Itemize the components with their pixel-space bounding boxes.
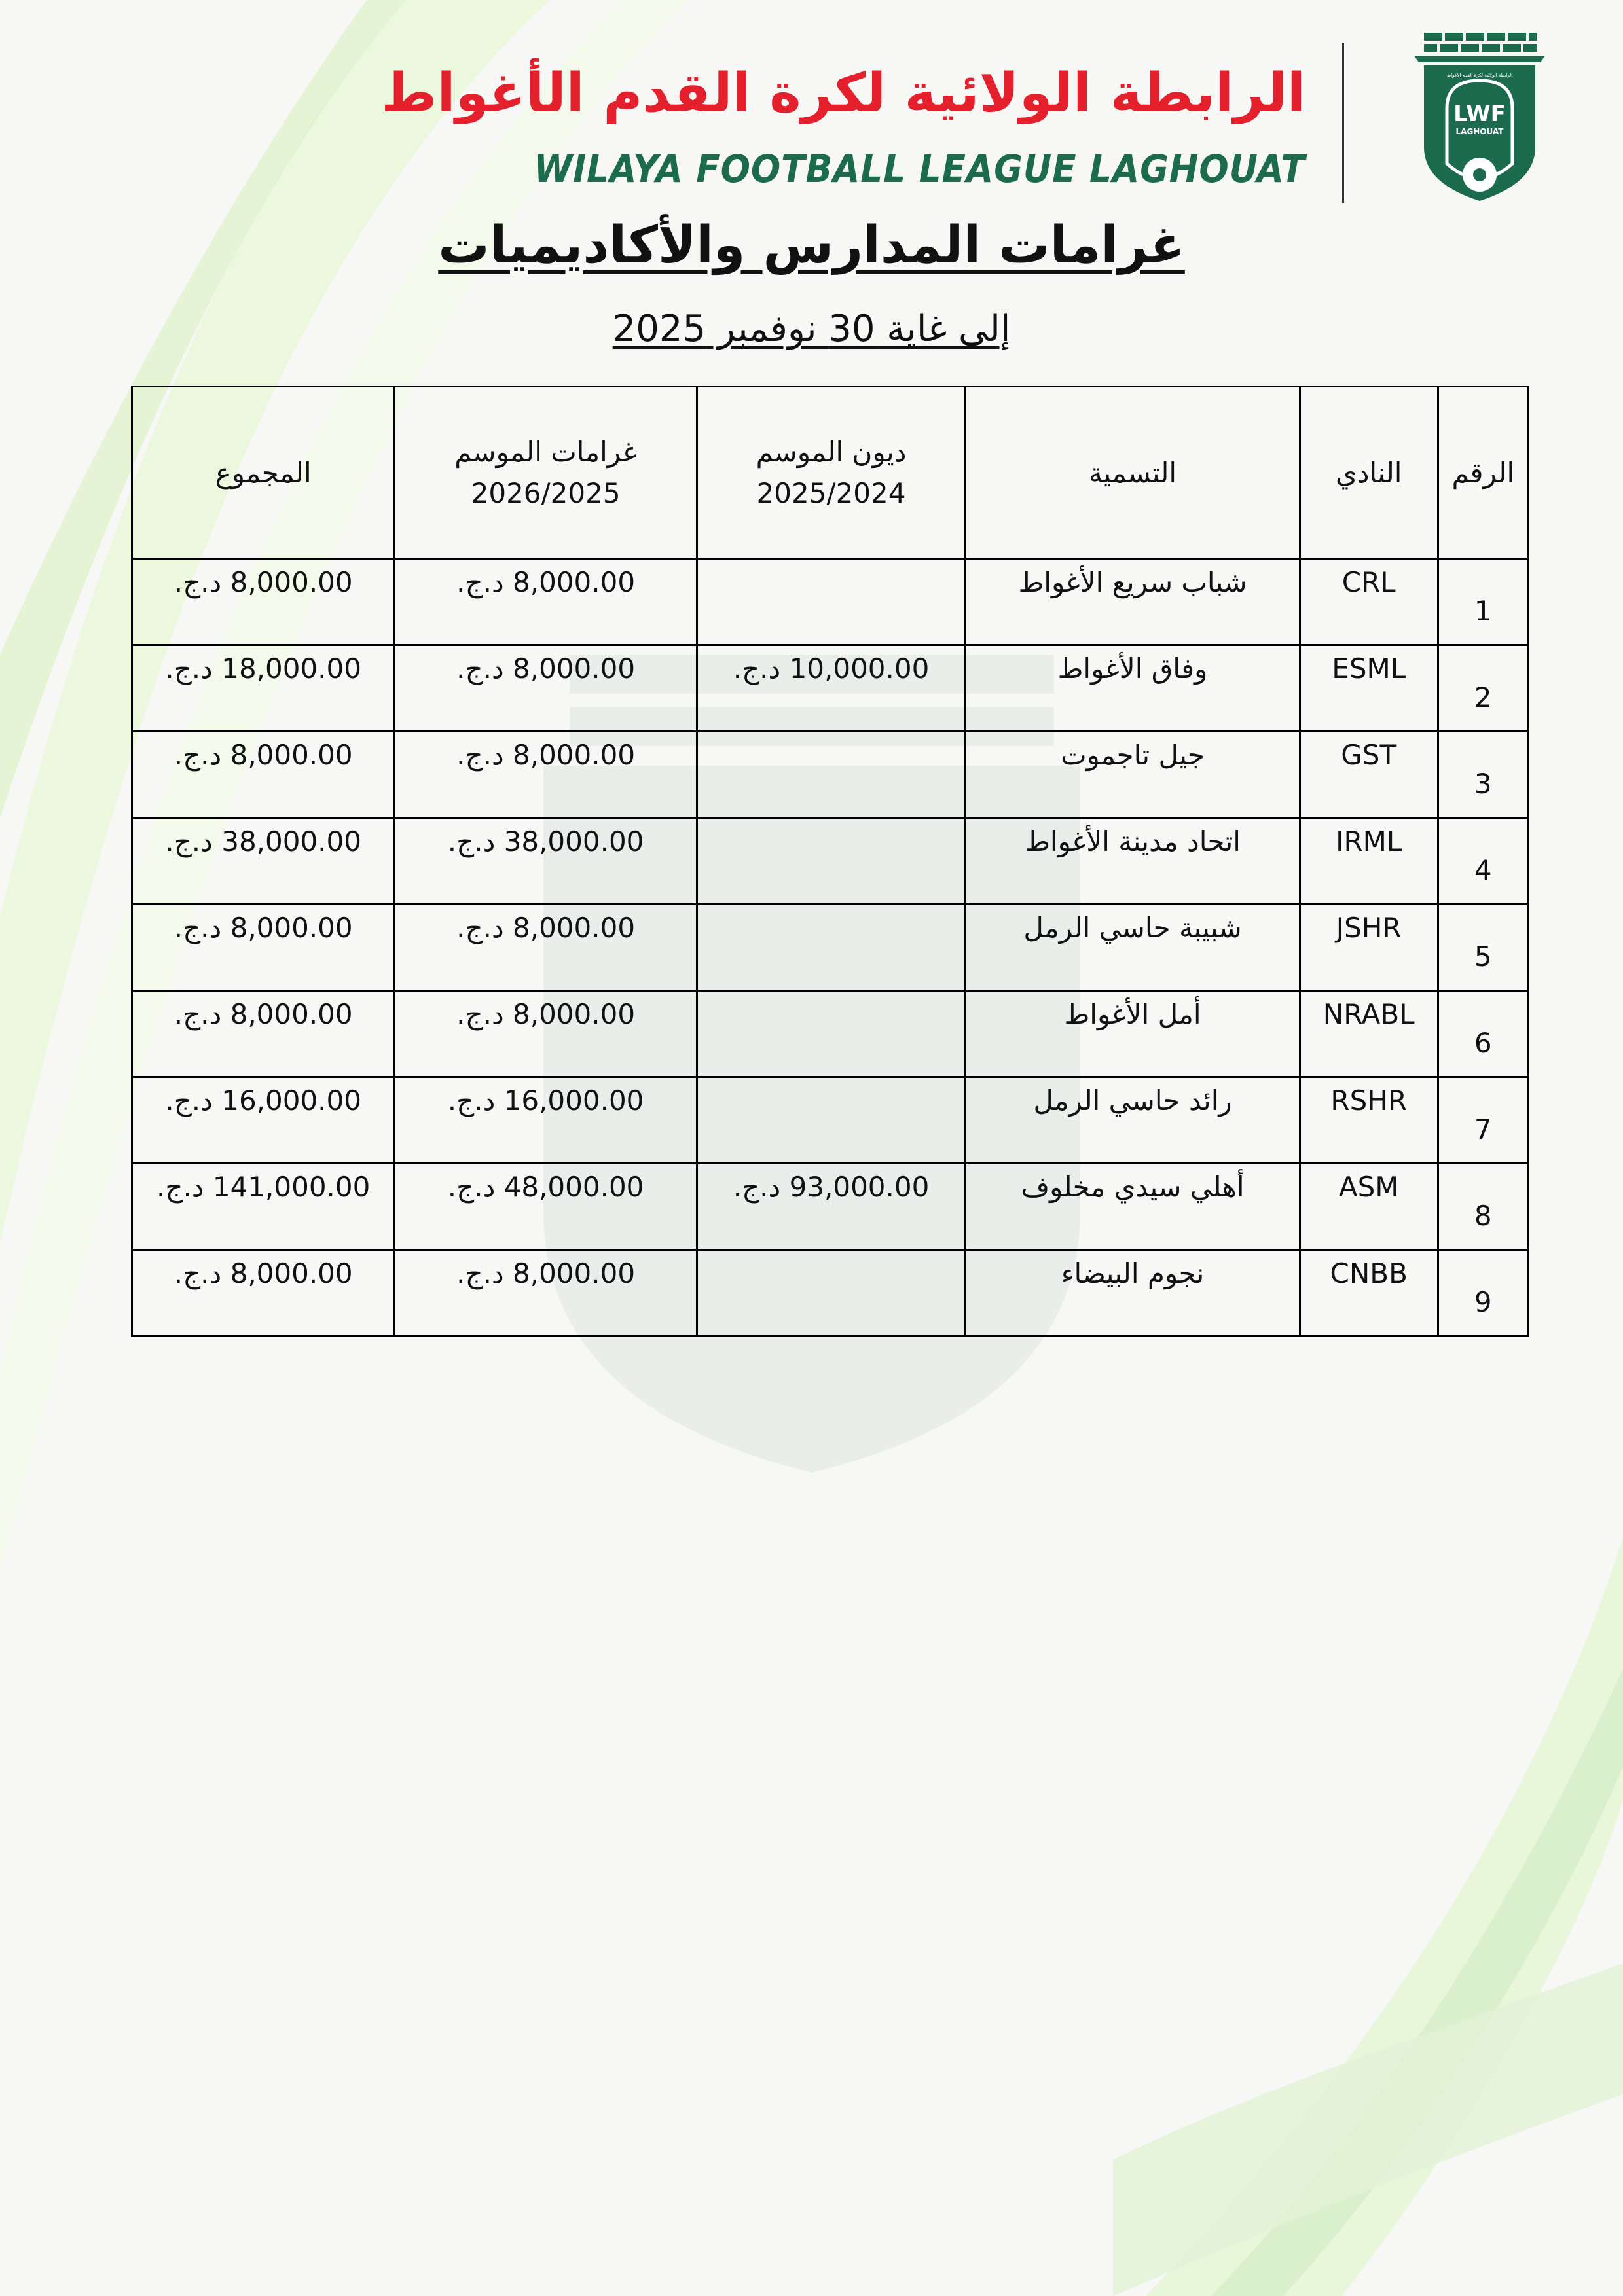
fine-amount: 38,000.00 د.ج. xyxy=(395,818,697,905)
header-divider xyxy=(1342,43,1344,203)
fine-amount: 8,000.00 د.ج. xyxy=(395,645,697,732)
page-title xyxy=(0,216,1623,275)
row-number: 1 xyxy=(1438,559,1528,645)
total-amount: 38,000.00 د.ج. xyxy=(132,818,395,905)
column-header-debt xyxy=(697,387,965,559)
club-code: JSHR xyxy=(1300,905,1438,991)
debt-amount xyxy=(697,991,965,1077)
club-code: RSHR xyxy=(1300,1077,1438,1164)
debt-amount xyxy=(697,559,965,645)
club-name: شبيبة حاسي الرمل xyxy=(966,905,1300,991)
table-row xyxy=(132,991,1529,1077)
club-code: NRABL xyxy=(1300,991,1438,1077)
total-amount: 8,000.00 د.ج. xyxy=(132,732,395,818)
debt-amount: 10,000.00 د.ج. xyxy=(697,645,965,732)
club-code: ESML xyxy=(1300,645,1438,732)
league-name-arabic: الرابطة الولائية لكرة القدم الأغواط xyxy=(381,62,1305,124)
club-name: أمل الأغواط xyxy=(966,991,1300,1077)
column-header-name: التسمية xyxy=(966,387,1300,559)
column-header-fine xyxy=(395,387,697,559)
club-name: أهلي سيدي مخلوف xyxy=(966,1164,1300,1250)
row-number: 6 xyxy=(1438,991,1528,1077)
column-header-debt-line1: ديون الموسم xyxy=(756,436,907,468)
logo-inner-text: الرابطة الولائية لكرة القدم الأغواط xyxy=(1446,73,1513,78)
club-code: CNBB xyxy=(1300,1250,1438,1336)
club-code: GST xyxy=(1300,732,1438,818)
column-header-number: الرقم xyxy=(1438,387,1528,559)
total-amount: 18,000.00 د.ج. xyxy=(132,645,395,732)
club-name: نجوم البيضاء xyxy=(966,1250,1300,1336)
fine-amount: 8,000.00 د.ج. xyxy=(395,905,697,991)
column-header-club: النادي xyxy=(1300,387,1438,559)
fine-amount: 48,000.00 د.ج. xyxy=(395,1164,697,1250)
logo-initials: LWF xyxy=(1453,101,1506,127)
debt-amount: 93,000.00 د.ج. xyxy=(697,1164,965,1250)
debt-amount xyxy=(697,1250,965,1336)
table-row xyxy=(132,645,1529,732)
fine-amount: 8,000.00 د.ج. xyxy=(395,991,697,1077)
total-amount: 8,000.00 د.ج. xyxy=(132,559,395,645)
logo-city: LAGHOUAT xyxy=(1455,127,1504,136)
letterhead xyxy=(0,0,1623,209)
row-number: 4 xyxy=(1438,818,1528,905)
row-number: 8 xyxy=(1438,1164,1528,1250)
row-number: 9 xyxy=(1438,1250,1528,1336)
page-subtitle-text: إلى غاية 30 نوفمبر 2025 xyxy=(612,308,1011,350)
table-row xyxy=(132,1077,1529,1164)
page-title-text: غرامات المدارس والأكاديميات xyxy=(438,216,1185,275)
column-header-debt-line2: 2025/2024 xyxy=(756,477,906,509)
table-row xyxy=(132,1164,1529,1250)
fines-table xyxy=(131,386,1529,1337)
debt-amount xyxy=(697,732,965,818)
total-amount: 141,000.00 د.ج. xyxy=(132,1164,395,1250)
total-amount: 16,000.00 د.ج. xyxy=(132,1077,395,1164)
club-code: IRML xyxy=(1300,818,1438,905)
club-name: وفاق الأغواط xyxy=(966,645,1300,732)
row-number: 7 xyxy=(1438,1077,1528,1164)
club-name: اتحاد مدينة الأغواط xyxy=(966,818,1300,905)
club-code: CRL xyxy=(1300,559,1438,645)
fine-amount: 8,000.00 د.ج. xyxy=(395,732,697,818)
page-subtitle xyxy=(0,308,1623,350)
table-row xyxy=(132,1250,1529,1336)
club-name: رائد حاسي الرمل xyxy=(966,1077,1300,1164)
table-row xyxy=(132,818,1529,905)
row-number: 2 xyxy=(1438,645,1528,732)
club-name: جيل تاجموت xyxy=(966,732,1300,818)
fine-amount: 8,000.00 د.ج. xyxy=(395,1250,697,1336)
total-amount: 8,000.00 د.ج. xyxy=(132,1250,395,1336)
row-number: 5 xyxy=(1438,905,1528,991)
table-header-row xyxy=(132,387,1529,559)
row-number: 3 xyxy=(1438,732,1528,818)
fine-amount: 8,000.00 د.ج. xyxy=(395,559,697,645)
table-row xyxy=(132,559,1529,645)
column-header-fine-line1: غرامات الموسم xyxy=(454,436,637,468)
table-row xyxy=(132,732,1529,818)
column-header-fine-line2: 2026/2025 xyxy=(471,477,621,509)
total-amount: 8,000.00 د.ج. xyxy=(132,991,395,1077)
club-code: ASM xyxy=(1300,1164,1438,1250)
league-name-english: WILAYA FOOTBALL LEAGUE LAGHOUAT xyxy=(534,147,1305,191)
column-header-total: المجموع xyxy=(132,387,395,559)
club-name: شباب سريع الأغواط xyxy=(966,559,1300,645)
lwf-crest-icon xyxy=(1411,29,1548,203)
debt-amount xyxy=(697,1077,965,1164)
debt-amount xyxy=(697,905,965,991)
fine-amount: 16,000.00 د.ج. xyxy=(395,1077,697,1164)
total-amount: 8,000.00 د.ج. xyxy=(132,905,395,991)
debt-amount xyxy=(697,818,965,905)
table-row xyxy=(132,905,1529,991)
